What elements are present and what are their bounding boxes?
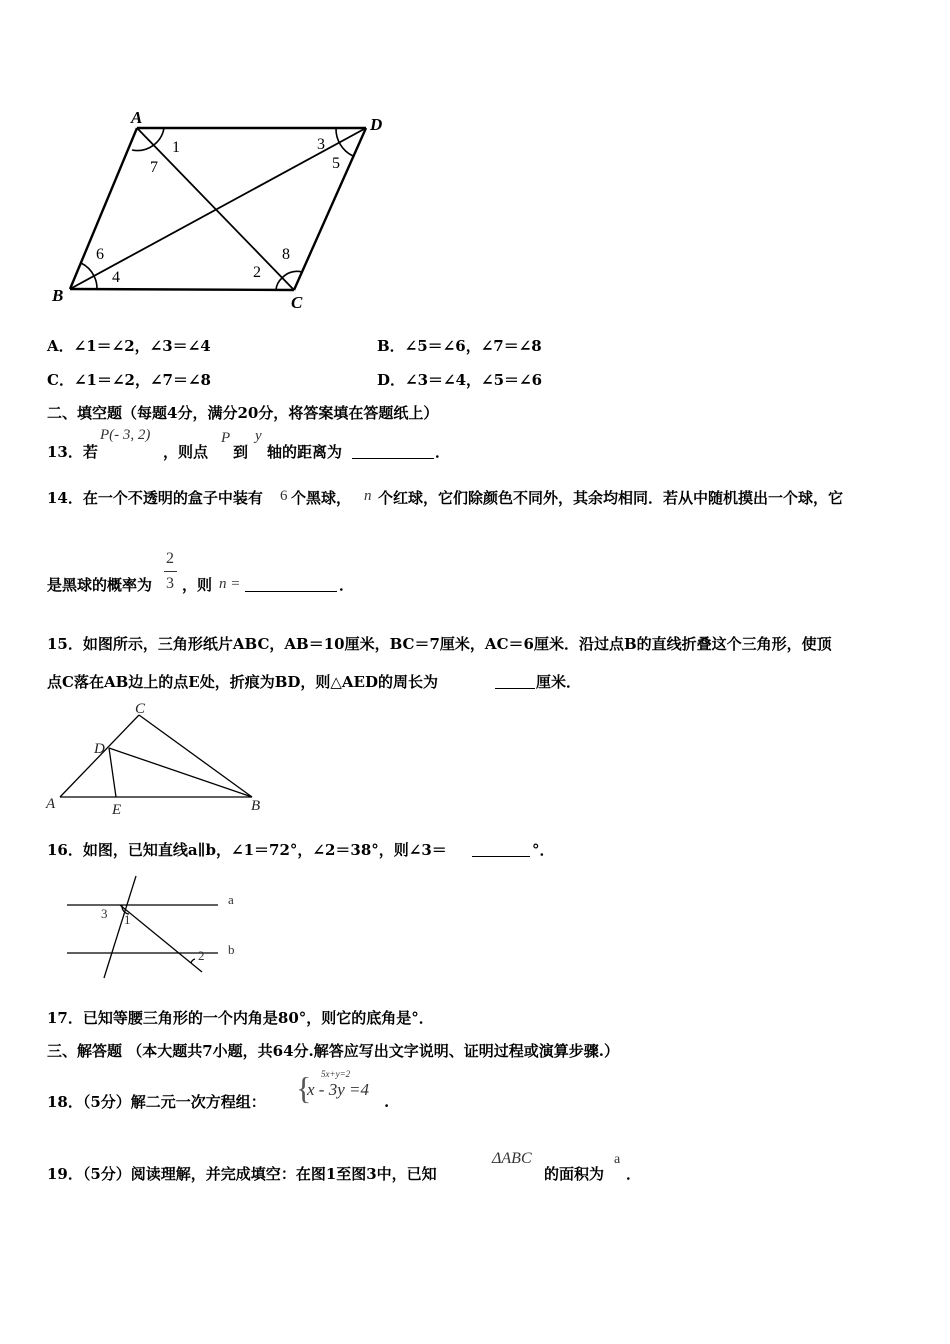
option-a: A．∠1＝∠2，∠3＝∠4	[47, 337, 211, 355]
q15-line2-a: 点C落在AB边上的点E处，折痕为BD，则△AED的周长为	[47, 673, 438, 691]
q16-text-b: °．	[532, 841, 555, 859]
q14-frac-den: 3	[166, 575, 174, 592]
q14-period: ．	[339, 576, 355, 594]
q19-text-b: 的面积为	[544, 1165, 605, 1183]
q13-period: ．	[435, 443, 451, 461]
side-cb	[139, 715, 252, 797]
triangle-figure	[40, 700, 280, 820]
section3-header: 三、解答题 （本大题共7小题，共64分.解答应写出文字说明、证明过程或演算步骤.）	[47, 1042, 619, 1060]
angle-arc-b2	[81, 263, 94, 276]
q14-n-eq: n =	[219, 576, 241, 592]
q14-line1-c: 个红球，它们除颜色不同外，其余均相同．若从中随机摸出一个球，它	[378, 489, 844, 507]
q13-p: P	[221, 430, 231, 446]
angle-label-5: 5	[332, 155, 340, 172]
angle-label-7: 7	[150, 159, 158, 176]
q19-triangle: ΔABC	[492, 1150, 532, 1167]
q18-text: 18．（5分）解二元一次方程组：	[47, 1093, 266, 1111]
line-label-a: a	[228, 892, 234, 907]
q14-line2-b: ，则	[182, 576, 213, 594]
vertex-d-label: D	[370, 115, 383, 134]
q13-num: 13．若	[47, 443, 98, 461]
angle-arc-d	[336, 128, 353, 156]
q16-answer-blank[interactable]	[472, 842, 530, 857]
side-bc	[70, 289, 294, 290]
q14-line1-b: 个黑球，	[291, 489, 352, 507]
segment-de	[109, 748, 116, 797]
transversal-1	[104, 876, 136, 978]
q14-six: 6	[280, 488, 288, 504]
q13-mid: ，则点	[163, 443, 209, 461]
option-d: D．∠3＝∠4，∠5＝∠6	[377, 371, 543, 389]
angle-label-3: 3	[101, 906, 108, 921]
angle-label-1: 1	[124, 912, 131, 927]
q19-a: a	[614, 1152, 621, 1167]
vertex-a-label: A	[131, 108, 143, 127]
angle-label-4: 4	[112, 269, 120, 286]
angle-label-2: 2	[198, 948, 205, 963]
side-ab	[70, 128, 137, 289]
tri-label-e: E	[112, 802, 122, 818]
q13-end: 轴的距离为	[267, 443, 343, 461]
q15-answer-blank[interactable]	[495, 674, 535, 689]
angle-label-6: 6	[96, 246, 104, 263]
q14-line2-a: 是黑球的概率为	[47, 576, 153, 594]
angle-label-2: 2	[253, 264, 261, 281]
q15-line2-b: 厘米．	[536, 673, 582, 691]
q19-period: ．	[626, 1165, 642, 1183]
angle-label-3: 3	[317, 136, 325, 153]
brace-icon: {	[296, 1070, 312, 1106]
line-label-b: b	[228, 942, 235, 957]
parallelogram-figure	[40, 105, 400, 315]
tri-label-b: B	[251, 798, 261, 814]
option-b: B．∠5＝∠6，∠7＝∠8	[377, 337, 542, 355]
transversal-2	[120, 905, 202, 972]
q13-answer-blank[interactable]	[352, 444, 434, 459]
q14-answer-blank[interactable]	[245, 577, 337, 592]
tri-label-a: A	[46, 796, 56, 812]
section2-header: 二、填空题（每题4分，满分20分，将答案填在答题纸上）	[47, 404, 439, 422]
q19-text-a: 19．（5分）阅读理解，并完成填空：在图1至图3中，已知	[47, 1165, 437, 1183]
q18-eq2: x - 3y =4	[307, 1080, 369, 1099]
q18-eq1: 5x+y=2	[321, 1069, 351, 1079]
angle-arc-2	[191, 959, 195, 963]
fold-bd	[109, 748, 252, 797]
parallel-lines-figure	[60, 870, 250, 985]
q14-frac-bar	[164, 571, 177, 572]
q14-frac-num: 2	[166, 550, 174, 567]
q14-n: n	[364, 488, 372, 504]
q18-period: .	[384, 1093, 390, 1111]
angle-label-1: 1	[172, 139, 180, 156]
vertex-b-label: B	[52, 286, 64, 305]
q13-point: P(- 3, 2)	[100, 427, 151, 443]
tri-label-d: D	[94, 741, 105, 757]
q17-text: 17．已知等腰三角形的一个内角是80°，则它的底角是°．	[47, 1009, 434, 1027]
q15-line1: 15．如图所示，三角形纸片ABC，AB＝10厘米，BC＝7厘米，AC＝6厘米．沿过点B的直线折叠这个三角形，使顶	[47, 635, 832, 653]
q13-to: 到	[233, 443, 249, 461]
angle-arc-c	[276, 278, 282, 290]
option-c: C．∠1＝∠2，∠7＝∠8	[47, 371, 211, 389]
tri-label-c: C	[135, 701, 146, 717]
q14-line1-a: 14．在一个不透明的盒子中装有	[47, 489, 263, 507]
angle-arc-b	[94, 276, 97, 289]
q13-y: y	[255, 428, 262, 444]
q16-text-a: 16．如图，已知直线a∥b，∠1＝72°，∠2＝38°，则∠3＝	[47, 841, 447, 859]
vertex-c-label: C	[291, 293, 303, 312]
angle-label-8: 8	[282, 246, 290, 263]
side-dc	[294, 128, 366, 290]
